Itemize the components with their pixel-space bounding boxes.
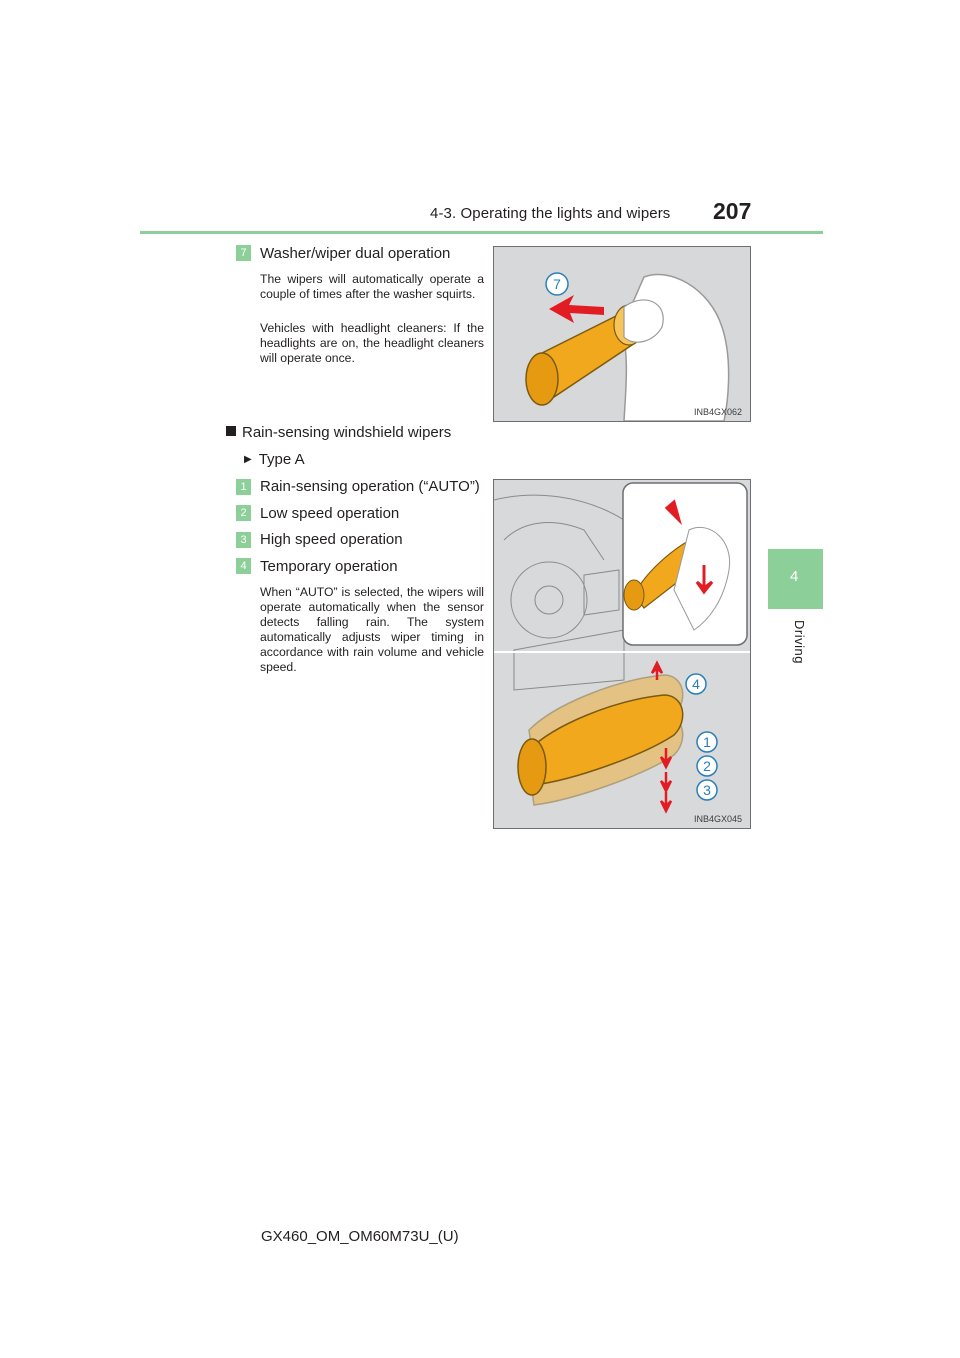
item-4-title: Temporary operation — [260, 558, 398, 575]
item-7-headlight-note: Vehicles with headlight cleaners: If the headlights are on, the headlight cleaners will operate once. — [260, 321, 484, 365]
rain-sensing-figure — [493, 479, 751, 829]
type-a-text: Type A — [258, 451, 305, 468]
washer-wiper-figure — [493, 246, 751, 422]
washer-wiper-illustration — [494, 247, 750, 421]
figure-2-callout-3: 3 — [703, 782, 711, 798]
item-4-badge: 4 — [236, 558, 251, 574]
item-3-title: High speed operation — [260, 531, 403, 548]
page-number: 207 — [713, 198, 752, 224]
square-bullet-icon — [226, 426, 236, 436]
item-7-title: Washer/wiper dual operation — [260, 245, 451, 262]
type-a-label — [244, 451, 305, 468]
item-3-badge: 3 — [236, 532, 251, 548]
figure-2-callout-4: 4 — [692, 676, 700, 692]
rain-sensing-illustration — [494, 480, 750, 828]
chapter-label: Driving — [792, 620, 807, 664]
item-1-title: Rain-sensing operation (“AUTO”) — [260, 478, 480, 495]
figure-2-code: INB4GX045 — [694, 814, 743, 824]
item-2-title: Low speed operation — [260, 505, 400, 522]
rain-sensing-heading — [226, 424, 451, 441]
item-2-badge: 2 — [236, 505, 251, 521]
header-divider — [140, 231, 823, 234]
item-7-badge: 7 — [236, 245, 251, 261]
document-id: GX460_OM_OM60M73U_(U) — [261, 1228, 459, 1245]
figure-2-callout-2: 2 — [703, 758, 711, 774]
figure-2-callout-1: 1 — [703, 734, 711, 750]
figure-1-callout: 7 — [553, 276, 561, 292]
chapter-number: 4 — [790, 568, 799, 585]
temporary-operation-description: When “AUTO” is selected, the wipers will operate automatically when the sensor detects falling rain. The system automatically adjusts wiper timing in accordance with rain volume and vehicle speed. — [260, 585, 484, 674]
section-header-title: 4-3. Operating the lights and wipers — [430, 205, 671, 222]
item-1-badge: 1 — [236, 479, 251, 495]
rain-sensing-heading-text: Rain-sensing windshield wipers — [242, 424, 452, 441]
figure-1-code: INB4GX062 — [694, 407, 743, 417]
triangle-bullet-icon: ▶ — [244, 454, 252, 465]
item-7-description: The wipers will automatically operate a couple of times after the washer squirts. — [260, 272, 484, 301]
